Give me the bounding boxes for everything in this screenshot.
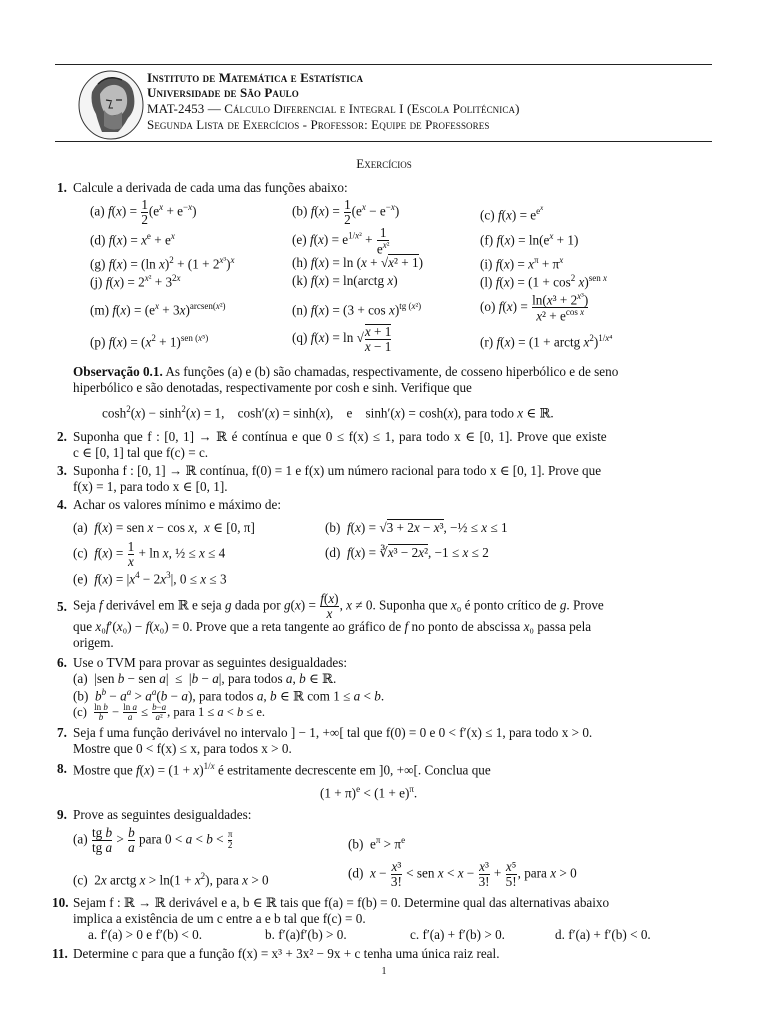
q10-line1: Sejam f : ℝ → ℝ derivável e a, b ∈ ℝ tais que f(a) = f(b) = 0. Determine qual das alternativas abaixo: [73, 895, 610, 910]
q1-item-k: (k) f(x) = ln(arctg x): [292, 273, 398, 288]
observation-line2: hiperbólico e são denotadas, respectivamente por cosh e sinh. Verifique que: [73, 380, 472, 395]
q1-item-f: (f) $f(x) = \ln(e^x + 1)$: [480, 231, 579, 248]
q1-item-g: (g) f(x) = (ln $x)^2 + (1 + 2^{x^3})^x$: [90, 255, 235, 272]
q1-text: Calcule a derivada de cada uma das funções abaixo:: [73, 180, 348, 195]
institute-logo-icon: [78, 70, 144, 140]
q5-line1: Seja f derivável em ℝ e seja g dada por g(x) = $\frac{f(x)}{x}$ , x ≠ 0. Suponha que x₀ é ponto crítico de g. Prove: [73, 591, 604, 621]
q10-option-b: b. f′(a)f′(b) > 0.: [265, 927, 347, 942]
q10-option-c: c. f′(a) + f′(b) > 0.: [410, 927, 505, 942]
q1-number: 1.: [57, 180, 67, 195]
q4-text: Achar os valores mínimo e máximo de:: [73, 497, 282, 512]
q6-text: Use o TVM para provar as seguintes desigualdades:: [73, 655, 348, 670]
q1-item-d: (d) $f(x) = x^e + e^x$: [90, 231, 175, 248]
observation-formula: $\cosh^2(x) - \sinh^2(x) = 1$, cosh′(x) = sinh(x), e sinh′(x) = cosh(x), para todo x ∈ ℝ.: [102, 404, 554, 421]
q1-item-q: (q) f(x) = ln √ $\frac{x + 1}{x - 1}$: [292, 324, 392, 354]
q1-item-h: (h) f(x) = ln (x + √x² + 1): [292, 255, 423, 270]
header-bottom-rule: [55, 141, 712, 142]
header-top-rule: [55, 64, 712, 65]
q7-number: 7.: [57, 725, 67, 740]
q1-item-r: (r) f(x) = (1 + arctg $x^2)^{1/x^4}$: [480, 333, 613, 350]
q10-line2: implica a existência de um c entre a e b tal que f(c) = 0.: [73, 911, 366, 926]
observation-text-1: As funções (a) e (b) são chamadas, respectivamente, de cosseno hiperbólico e de seno: [165, 364, 619, 379]
header-university: Universidade de São Paulo: [147, 85, 299, 100]
section-title: Exercícios: [356, 156, 412, 171]
q5-line3: origem.: [73, 635, 114, 650]
q9-item-b: (b) $e^\pi > \pi^e$: [348, 835, 406, 852]
q6-item-a: (a) |sen b − sen a| ≤ |b − a|, para todos a, b ∈ ℝ.: [73, 671, 337, 686]
header-institute: Instituto de Matemática e Estatística: [147, 70, 364, 85]
q9-text: Prove as seguintes desigualdades:: [73, 807, 252, 822]
q1-item-i: (i) $f(x) = x^\pi + \pi^x$: [480, 255, 564, 272]
q8-line1: Mostre que $f(x) = (1 + x)^{1/x}$ é estritamente decrescente em ]0, +∞[. Conclua que: [73, 761, 491, 778]
q10-option-d: d. f′(a) + f′(b) < 0.: [555, 927, 651, 942]
q1-item-o: (o) f(x) = $\frac{\ln(x^3 + 2^{x^3})}{x^2 + e^{cos x}}$: [480, 291, 589, 324]
q7-line1: Seja f uma função derivável no intervalo ] − 1, +∞[ tal que f(0) = 0 e 0 < f′(x) ≤ 1, para todo x > 0.: [73, 725, 593, 740]
q1-item-c: (c) $f(x) = e^{e^x}$: [480, 204, 544, 223]
q1-item-b: (b) f(x) = $\frac{1}{2}$ $(e^x - e^{-x})$: [292, 197, 400, 227]
q7-line2: Mostre que 0 < f(x) ≤ x, para todos x > 0.: [73, 741, 292, 756]
q6-item-c: (c) $\frac{\text{ln b}}{b}$ − $\frac{\text{ln a}}{a}$ ≤ $\frac{b-a}{\text{a²}}$ , para 1 ≤ a < b ≤ e.: [73, 702, 266, 723]
header-list-title: Segunda Lista de Exercícios - Professor: Equipe de Professores: [147, 117, 490, 132]
q10-option-a: a. f′(a) > 0 e f′(b) < 0.: [88, 927, 203, 942]
q3-line2: f(x) = 1, para todo x ∈ [0, 1].: [73, 479, 228, 494]
q8-number: 8.: [57, 761, 67, 776]
q4-number: 4.: [57, 497, 67, 512]
q2-line2: c ∈ [0, 1] tal que f(c) = c.: [73, 445, 209, 460]
q10-number: 10.: [52, 895, 69, 910]
q1-item-p: (p) $f(x) = (x^2 + 1)^{sen (x^5)}$: [90, 333, 209, 350]
q1-item-a: (a) f(x) = $\frac{1}{2}$ $(e^x + e^{-x})$: [90, 197, 197, 227]
q6-number: 6.: [57, 655, 67, 670]
q1-item-n: (n) $f(x) = (3 + \cos x)^{tg (x^2)}$: [292, 301, 422, 318]
q3-number: 3.: [57, 463, 67, 478]
q4-item-a: (a) f(x) = sen x − cos x, x ∈ [0, π]: [73, 520, 255, 535]
q4-item-d: (d) f(x) = ∛x³ − 2x², −1 ≤ x ≤ 2: [325, 545, 489, 560]
q9-item-c: (c) 2x arctg $x > \ln(1 + x^2)$, para x > 0: [73, 871, 269, 888]
q6-item-b: (b) $b^b - a^a > a^a(b - a)$, para todos a, b ∈ ℝ com 1 ≤ a < b.: [73, 687, 385, 704]
q1-item-l: (l) $f(x) = (1 + \cos^2 x)^{sen x}$: [480, 273, 608, 290]
q11-line1: Determine c para que a função f(x) = x³ + 3x² − 9x + c tenha uma única raiz real.: [73, 946, 500, 961]
q5-number: 5.: [57, 599, 67, 614]
q1-item-m: (m) $f(x) = (e^x + 3x)^{arcsen(x^2)}$: [90, 301, 226, 318]
q9-number: 9.: [57, 807, 67, 822]
q2-number: 2.: [57, 429, 67, 444]
q9-item-d: (d) x − $\frac{\text{x³}}{3!}$ < sen x < x − $\frac{\text{x³}}{3!}$ + $\frac{\text{x⁵}}{5!}$ , para x > 0: [348, 859, 577, 889]
header-course: MAT-2453 — Cálculo Diferencial e Integral I (Escola Politécnica): [147, 101, 520, 116]
q3-line1: Suponha f : [0, 1] → ℝ contínua, f(0) = 1 e f(x) um número racional para todo x ∈ [0, 1]. Prove que: [73, 463, 602, 478]
page-number: 1: [381, 966, 387, 977]
q4-item-e: (e) $f(x) = |x^4 - 2x^3|$, 0 ≤ x ≤ 3: [73, 570, 227, 587]
q5-line2: que x₀f′(x₀) − f(x₀) = 0. Prove que a reta tangente ao gráfico de f no ponto de abscissa x₀ passa pela: [73, 619, 592, 634]
observation-label: Observação 0.1.: [73, 364, 163, 379]
q1-item-j: (j) $f(x) = 2^{x^2} + 3^{2x}$: [90, 273, 181, 290]
q4-item-b: (b) f(x) = √3 + 2x − x³, −½ ≤ x ≤ 1: [325, 520, 508, 535]
q8-formula: $(1 + \pi)^e < (1 + e)^\pi$.: [320, 784, 418, 801]
q4-item-c: (c) f(x) = $\frac{1}{x}$ + ln x, ½ ≤ x ≤ 4: [73, 539, 226, 569]
q2-line1: Suponha que f : [0, 1] → ℝ é contínua e que 0 ≤ f(x) ≤ 1, para todo x ∈ [0, 1]. Prove que existe: [73, 429, 607, 444]
q11-number: 11.: [52, 946, 68, 961]
q1-item-e: (e) $f(x) = e^{1/x^2}$ + $\frac{1}{e^{x^2}}$: [292, 225, 390, 257]
observation-line1: [73, 365, 618, 378]
q9-item-a: (a) $\frac{\text{tg b}}{\text{tg a}}$ > $\frac{b}{a}$ para 0 < a < b < $\frac{\pi}{2}$: [73, 825, 233, 855]
